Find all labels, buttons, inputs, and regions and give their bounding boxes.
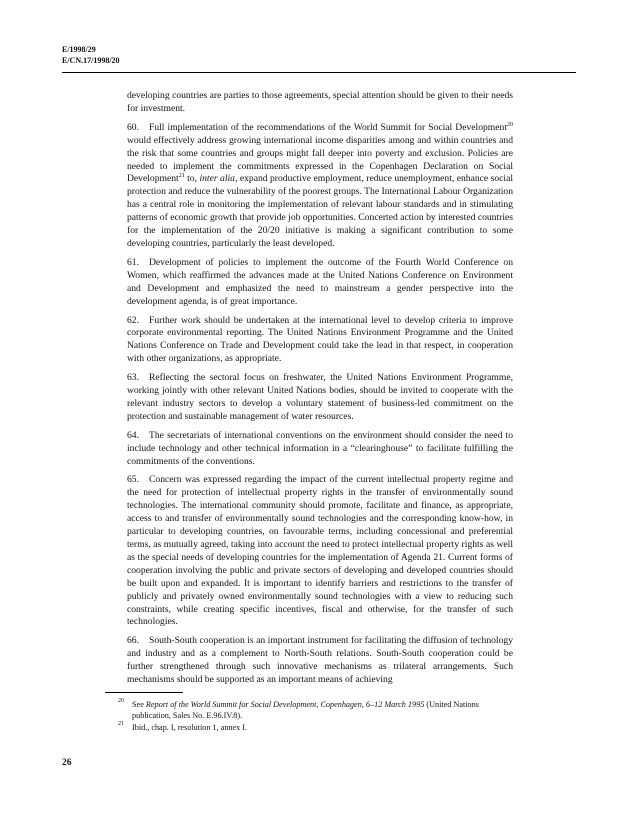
- paragraph-number: 65.: [127, 474, 139, 486]
- footnote-mark: 21: [118, 721, 124, 727]
- paragraph-continued: [127, 90, 513, 116]
- paragraph-number: 61.: [127, 256, 139, 268]
- paragraph-text: Concern was expressed regarding the impact of the current intellectual property regime and the need for protection of intellectual property rights in the transfer of environmentally sound technologies. The international community should promote, facilitate and finance, as appropriate, access to and transfer of environmentally sound technologies and the corresponding know-how, in particular to developing countries, on favourable terms, including concessional and preferential terms, as mutually agreed, taking into account the need to protect intellectual property rights as well as the special needs of developing countries for the implementation of Agenda 21. Current forms of cooperation involving the public and private sectors of developing and developed countries should be built upon and expanded. It is important to identify barriers and restrictions to the transfer of publicly and privately owned environmentally sound technologies with a view to reducing such constraints, while creating specific incentives, fiscal and otherwise, for the transfer of such technologies.: [127, 474, 513, 628]
- paragraph-text: to,: [184, 173, 200, 185]
- footnote-title: Report of the World Summit for Social Development, Copenhagen, 6–12 March 1995: [145, 700, 425, 709]
- paragraph-60: [127, 122, 513, 251]
- footnote-ref-20[interactable]: 20: [507, 121, 513, 128]
- paragraph-text: , expand productive employment, reduce unemployment, enhance social protection and reduce the vulnerability of the poorest groups. The International Labour Organization has a central role in monitoring the implementation of relevant labour standards and in stimulating patterns of economic growth that provide job opportunities. Concerted action by interested countries for the implementation of the 20/20 initiative is making a significant contribution to some developing countries, particularly the least developed.: [127, 173, 513, 249]
- symbol-line-2: E/CN.17/1998/20: [62, 56, 120, 65]
- paragraph-text: Development of policies to implement the outcome of the Fourth World Conference on Women, which reaffirmed the advances made at the United Nations Conference on Environment and Development and emphasized the need to mainstream a gender perspective into the development agenda, is of great importance.: [127, 256, 513, 307]
- footnote-text: (United Nations publication, Sales No. E.96.IV.8).: [132, 700, 479, 720]
- paragraph-number: 64.: [127, 429, 139, 441]
- paragraph-61: [127, 257, 513, 309]
- paragraph-text: Reflecting the sectoral focus on freshwater, the United Nations Environment Programme, working jointly with other relevant United Nations bodies, should be invited to cooperate with the relevant industry sectors to develop a voluntary statement of business-led commitment on the protection and sustainable management of water resources.: [127, 372, 513, 422]
- paragraph-number: 62.: [127, 314, 139, 326]
- footnote-20: [118, 699, 513, 721]
- paragraph-text: South-South cooperation is an important instrument for facilitating the diffusion of technology and industry and as a complement to North-South relations. South-South cooperation could be further strengthened through such innovative mechanisms as trilateral arrangements. Such mechanisms should be supported as an important means of achieving: [127, 635, 513, 686]
- paragraph-text: Full implementation of the recommendations of the World Summit for Social Development: [149, 121, 507, 133]
- paragraph-number: 60.: [127, 121, 139, 133]
- paragraph-text: Further work should be undertaken at the international level to develop criteria to improve corporate environmental reporting. The United Nations Environment Programme and the United Nations Conference on Trade and Development could take the lead in that respect, in cooperation with other organizations, as appropriate.: [127, 314, 513, 365]
- body-text: [127, 90, 513, 693]
- paragraph-62: [127, 315, 513, 367]
- document-symbol: [62, 44, 120, 66]
- paragraph-text: The secretariats of international conventions on the environment should consider the need to include technology and other technical information in a “clearinghouse” to facilitate fulfilling the commitments of the conventions.: [127, 429, 513, 467]
- footnote-21: [118, 722, 513, 733]
- paragraph-66: [127, 635, 513, 687]
- footnote-ref-21[interactable]: 21: [178, 173, 185, 180]
- footnote-text: Ibid., chap. I, resolution 1, annex I.: [132, 723, 248, 732]
- footnote-separator: [105, 692, 183, 693]
- header-rule: [62, 72, 576, 73]
- paragraph-63: [127, 372, 513, 424]
- paragraph-text: developing countries are parties to those agreements, special attention should be given to their needs for investment.: [127, 90, 513, 114]
- footnotes: [118, 699, 513, 734]
- italic-phrase: inter alia: [199, 173, 235, 185]
- footnote-mark: 20: [118, 698, 124, 704]
- paragraph-text: would effectively address growing international income disparities among and within countries and the risk that some countries and groups might fall deeper into poverty and exclusion. Policies are needed to implement the commitments expressed in the Copenhagen Declaration on Social Development: [127, 134, 513, 185]
- footnote-text: See: [132, 700, 146, 709]
- paragraph-64: [127, 430, 513, 469]
- page-number: 26: [62, 758, 72, 768]
- paragraph-number: 66.: [127, 635, 139, 647]
- paragraph-65: [127, 474, 513, 629]
- paragraph-number: 63.: [127, 372, 139, 384]
- symbol-line-1: E/1998/29: [62, 45, 96, 54]
